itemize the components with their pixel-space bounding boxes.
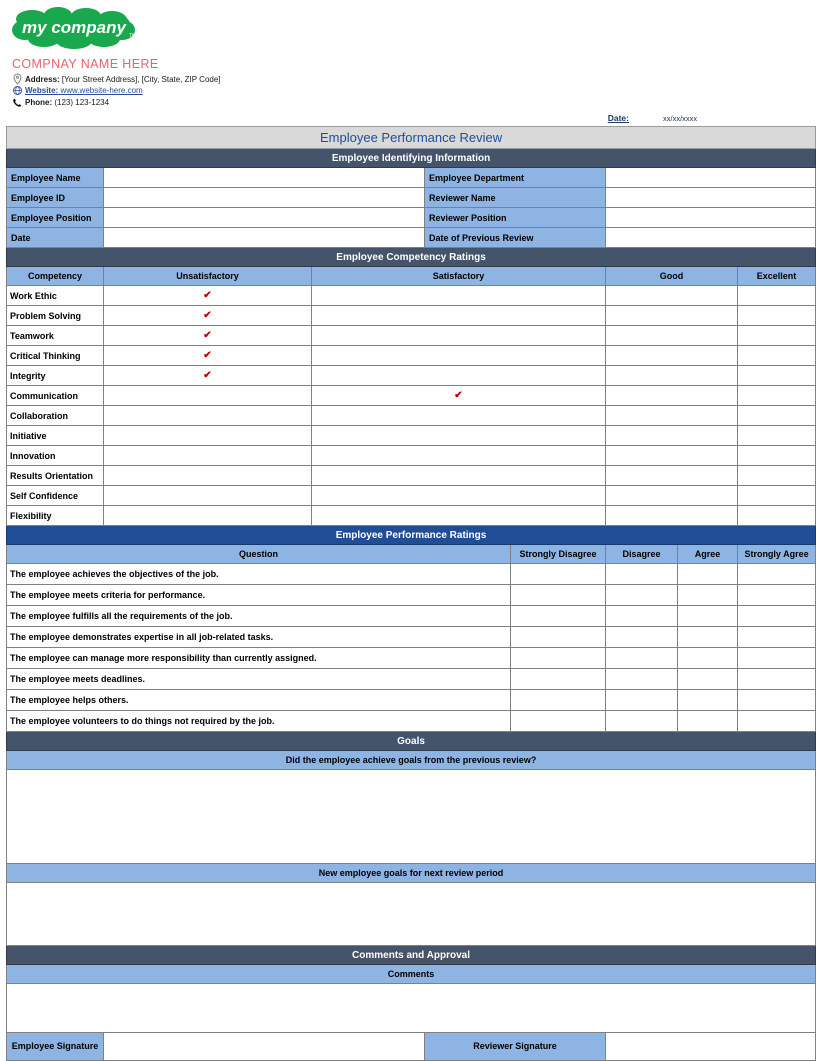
goals-previous-answer-row — [7, 770, 816, 864]
label-employee-name: Employee Name — [7, 168, 104, 188]
check-icon: ✔ — [203, 330, 212, 341]
colhead-agree: Agree — [678, 545, 738, 564]
company-name: COMPNAY NAME HERE — [12, 57, 159, 71]
performance-cell-strongly-disagree[interactable] — [511, 585, 606, 606]
website-value[interactable]: www.website-here.com — [60, 86, 143, 95]
colhead-strongly-agree: Strongly Agree — [738, 545, 816, 564]
performance-cell-strongly-disagree[interactable] — [511, 690, 606, 711]
competency-cell-satisfactory[interactable] — [312, 446, 606, 466]
performance-cell-agree[interactable] — [678, 711, 738, 732]
colhead-satisfactory: Satisfactory — [312, 267, 606, 286]
competency-cell-excellent[interactable] — [738, 366, 816, 386]
performance-cell-strongly-agree[interactable] — [738, 627, 816, 648]
competency-cell-good[interactable] — [606, 506, 738, 526]
performance-cell-strongly-disagree[interactable] — [511, 669, 606, 690]
date-row — [0, 113, 731, 123]
competency-label: Results Orientation — [7, 466, 104, 486]
competency-row — [7, 446, 816, 466]
competency-cell-good[interactable] — [606, 466, 738, 486]
label-date: Date — [7, 228, 104, 248]
performance-cell-agree[interactable] — [678, 690, 738, 711]
colhead-strongly-disagree: Strongly Disagree — [511, 545, 606, 564]
competency-cell-unsatisfactory[interactable] — [104, 506, 312, 526]
location-pin-icon — [12, 74, 23, 84]
performance-heading-row — [7, 526, 816, 545]
competency-cell-satisfactory[interactable] — [312, 306, 606, 326]
performance-row — [7, 627, 816, 648]
competency-cell-excellent[interactable] — [738, 386, 816, 406]
competency-row — [7, 426, 816, 446]
performance-cell-strongly-agree[interactable] — [738, 690, 816, 711]
competency-cell-good[interactable] — [606, 286, 738, 306]
performance-question: The employee fulfills all the requirements of the job. — [7, 606, 511, 627]
competency-cell-satisfactory[interactable] — [312, 346, 606, 366]
label-employee-id: Employee ID — [7, 188, 104, 208]
performance-cell-disagree[interactable] — [606, 627, 678, 648]
colhead-competency: Competency — [7, 267, 104, 286]
performance-cell-disagree[interactable] — [606, 690, 678, 711]
check-icon: ✔ — [203, 290, 212, 301]
phone-label: Phone: — [25, 97, 53, 107]
label-reviewer-position: Reviewer Position — [425, 208, 606, 228]
competency-cell-satisfactory[interactable] — [312, 286, 606, 306]
table-row — [7, 188, 816, 208]
competency-column-header-row — [7, 267, 816, 286]
globe-icon — [12, 86, 23, 96]
competency-label: Initiative — [7, 426, 104, 446]
competency-row — [7, 406, 816, 426]
performance-question: The employee demonstrates expertise in all job-related tasks. — [7, 627, 511, 648]
goals-heading-row — [7, 732, 816, 751]
competency-label: Work Ethic — [7, 286, 104, 306]
comments-input[interactable] — [7, 984, 816, 1033]
competency-cell-satisfactory[interactable] — [312, 366, 606, 386]
competency-label: Problem Solving — [7, 306, 104, 326]
label-reviewer-name: Reviewer Name — [425, 188, 606, 208]
competency-row — [7, 326, 816, 346]
competency-cell-good[interactable] — [606, 426, 738, 446]
performance-question: The employee volunteers to do things not required by the job. — [7, 711, 511, 732]
competency-cell-unsatisfactory[interactable] — [104, 406, 312, 426]
performance-question: The employee meets deadlines. — [7, 669, 511, 690]
table-row — [7, 228, 816, 248]
performance-row — [7, 585, 816, 606]
colhead-unsatisfactory: Unsatisfactory — [104, 267, 312, 286]
colhead-disagree: Disagree — [606, 545, 678, 564]
input-employee-department[interactable] — [606, 168, 816, 188]
performance-cell-disagree[interactable] — [606, 564, 678, 585]
competency-cell-unsatisfactory[interactable] — [104, 326, 312, 346]
performance-cell-agree[interactable] — [678, 627, 738, 648]
website-line[interactable] — [12, 86, 731, 96]
table-row — [7, 168, 816, 188]
signature-row — [7, 1033, 816, 1061]
performance-row — [7, 648, 816, 669]
performance-cell-strongly-disagree[interactable] — [511, 711, 606, 732]
competency-cell-excellent[interactable] — [738, 446, 816, 466]
comments-subhead-row — [7, 965, 816, 984]
performance-cell-strongly-agree[interactable] — [738, 669, 816, 690]
performance-question: The employee meets criteria for performance. — [7, 585, 511, 606]
svg-text:TM: TM — [129, 33, 137, 39]
competency-label: Communication — [7, 386, 104, 406]
performance-cell-disagree[interactable] — [606, 606, 678, 627]
input-employee-signature[interactable] — [104, 1033, 425, 1061]
address-label: Address: — [25, 74, 60, 84]
performance-row — [7, 690, 816, 711]
performance-cell-strongly-disagree[interactable] — [511, 606, 606, 627]
competency-label: Collaboration — [7, 406, 104, 426]
colhead-question: Question — [7, 545, 511, 564]
input-reviewer-position[interactable] — [606, 208, 816, 228]
check-icon: ✔ — [203, 350, 212, 361]
competency-cell-unsatisfactory[interactable] — [104, 286, 312, 306]
performance-cell-agree[interactable] — [678, 564, 738, 585]
letterhead — [0, 0, 731, 107]
competency-cell-satisfactory[interactable] — [312, 506, 606, 526]
label-date-previous-review: Date of Previous Review — [425, 228, 606, 248]
performance-row — [7, 606, 816, 627]
competency-label: Self Confidence — [7, 486, 104, 506]
phone-icon — [12, 97, 23, 107]
competency-cell-excellent[interactable] — [738, 286, 816, 306]
performance-review-form — [6, 126, 816, 1061]
competency-cell-excellent[interactable] — [738, 346, 816, 366]
competency-row — [7, 506, 816, 526]
performance-cell-strongly-agree[interactable] — [738, 648, 816, 669]
competency-label: Innovation — [7, 446, 104, 466]
performance-column-header-row — [7, 545, 816, 564]
input-reviewer-name[interactable] — [606, 188, 816, 208]
input-date[interactable] — [104, 228, 425, 248]
competency-cell-satisfactory[interactable] — [312, 486, 606, 506]
competency-cell-good[interactable] — [606, 326, 738, 346]
label-employee-signature: Employee Signature — [7, 1033, 104, 1061]
date-label: Date: — [607, 113, 629, 123]
competency-cell-excellent[interactable] — [738, 406, 816, 426]
check-icon: ✔ — [203, 370, 212, 381]
goals-new-prompt: New employee goals for next review period — [7, 864, 816, 883]
performance-cell-agree[interactable] — [678, 648, 738, 669]
performance-cell-strongly-agree[interactable] — [738, 564, 816, 585]
performance-row — [7, 711, 816, 732]
performance-cell-agree[interactable] — [678, 669, 738, 690]
goals-new-input[interactable] — [7, 883, 816, 946]
performance-row — [7, 669, 816, 690]
performance-cell-strongly-disagree[interactable] — [511, 627, 606, 648]
performance-question: The employee helps others. — [7, 690, 511, 711]
company-logo — [10, 6, 140, 48]
competency-label: Critical Thinking — [7, 346, 104, 366]
competency-row — [7, 486, 816, 506]
competency-cell-satisfactory[interactable] — [312, 426, 606, 446]
goals-new-prompt-row — [7, 864, 816, 883]
competency-cell-good[interactable] — [606, 386, 738, 406]
competency-row — [7, 386, 816, 406]
check-icon: ✔ — [203, 310, 212, 321]
competency-cell-unsatisfactory[interactable] — [104, 446, 312, 466]
date-value[interactable]: xx/xx/xxxx — [663, 114, 698, 123]
address-value: [Your Street Address], [City, State, ZIP Code] — [61, 74, 221, 84]
input-reviewer-signature[interactable] — [606, 1033, 816, 1061]
competency-label: Flexibility — [7, 506, 104, 526]
competency-label: Integrity — [7, 366, 104, 386]
competency-cell-unsatisfactory[interactable] — [104, 386, 312, 406]
colhead-excellent: Excellent — [738, 267, 816, 286]
competency-cell-good[interactable] — [606, 346, 738, 366]
competency-row — [7, 306, 816, 326]
performance-question: The employee can manage more responsibility than currently assigned. — [7, 648, 511, 669]
competency-cell-excellent[interactable] — [738, 506, 816, 526]
performance-cell-disagree[interactable] — [606, 711, 678, 732]
competency-cell-good[interactable] — [606, 446, 738, 466]
section-header-comments: Comments and Approval — [7, 946, 816, 965]
section-header-goals: Goals — [7, 732, 816, 751]
competency-cell-unsatisfactory[interactable] — [104, 466, 312, 486]
competency-cell-good[interactable] — [606, 406, 738, 426]
section-header-performance: Employee Performance Ratings — [7, 526, 816, 545]
competency-cell-satisfactory[interactable] — [312, 406, 606, 426]
competency-cell-unsatisfactory[interactable] — [104, 346, 312, 366]
comments-label: Comments — [7, 965, 816, 984]
section-header-competency: Employee Competency Ratings — [7, 248, 816, 267]
table-row — [7, 208, 816, 228]
competency-cell-good[interactable] — [606, 366, 738, 386]
performance-cell-strongly-disagree[interactable] — [511, 648, 606, 669]
comments-heading-row — [7, 946, 816, 965]
competency-cell-excellent[interactable] — [738, 486, 816, 506]
goals-new-answer-row — [7, 883, 816, 946]
competency-cell-unsatisfactory[interactable] — [104, 426, 312, 446]
competency-cell-unsatisfactory[interactable] — [104, 486, 312, 506]
phone-line — [12, 97, 731, 107]
performance-row — [7, 564, 816, 585]
input-employee-position[interactable] — [104, 208, 425, 228]
performance-cell-strongly-agree[interactable] — [738, 711, 816, 732]
label-employee-department: Employee Department — [425, 168, 606, 188]
phone-value: (123) 123-1234 — [54, 97, 110, 107]
competency-row — [7, 466, 816, 486]
identifying-heading-row — [7, 149, 816, 168]
competency-cell-satisfactory[interactable] — [312, 386, 606, 406]
form-title-row — [7, 127, 816, 149]
competency-cell-excellent[interactable] — [738, 466, 816, 486]
competency-cell-unsatisfactory[interactable] — [104, 306, 312, 326]
competency-cell-satisfactory[interactable] — [312, 466, 606, 486]
performance-question: The employee achieves the objectives of the job. — [7, 564, 511, 585]
section-header-identifying: Employee Identifying Information — [7, 149, 816, 168]
competency-row — [7, 346, 816, 366]
competency-cell-excellent[interactable] — [738, 426, 816, 446]
performance-cell-disagree[interactable] — [606, 669, 678, 690]
svg-text:my company: my company — [22, 18, 126, 37]
goals-previous-input[interactable] — [7, 770, 816, 864]
performance-cell-strongly-agree[interactable] — [738, 585, 816, 606]
competency-cell-excellent[interactable] — [738, 326, 816, 346]
performance-cell-strongly-disagree[interactable] — [511, 564, 606, 585]
competency-cell-good[interactable] — [606, 306, 738, 326]
colhead-good: Good — [606, 267, 738, 286]
competency-label: Teamwork — [7, 326, 104, 346]
input-date-previous-review[interactable] — [606, 228, 816, 248]
page-title: Employee Performance Review — [7, 127, 816, 149]
input-employee-name[interactable] — [104, 168, 425, 188]
label-reviewer-signature: Reviewer Signature — [425, 1033, 606, 1061]
input-employee-id[interactable] — [104, 188, 425, 208]
competency-cell-unsatisfactory[interactable] — [104, 366, 312, 386]
performance-cell-disagree[interactable] — [606, 648, 678, 669]
competency-cell-excellent[interactable] — [738, 306, 816, 326]
performance-cell-disagree[interactable] — [606, 585, 678, 606]
competency-row — [7, 286, 816, 306]
check-icon: ✔ — [454, 390, 463, 401]
competency-cell-satisfactory[interactable] — [312, 326, 606, 346]
label-employee-position: Employee Position — [7, 208, 104, 228]
performance-cell-agree[interactable] — [678, 606, 738, 627]
performance-cell-agree[interactable] — [678, 585, 738, 606]
goals-previous-prompt: Did the employee achieve goals from the previous review? — [7, 751, 816, 770]
comments-answer-row — [7, 984, 816, 1033]
website-label: Website: — [25, 86, 59, 95]
performance-cell-strongly-agree[interactable] — [738, 606, 816, 627]
address-line — [12, 74, 731, 84]
goals-previous-prompt-row — [7, 751, 816, 770]
competency-cell-good[interactable] — [606, 486, 738, 506]
competency-heading-row — [7, 248, 816, 267]
competency-row — [7, 366, 816, 386]
